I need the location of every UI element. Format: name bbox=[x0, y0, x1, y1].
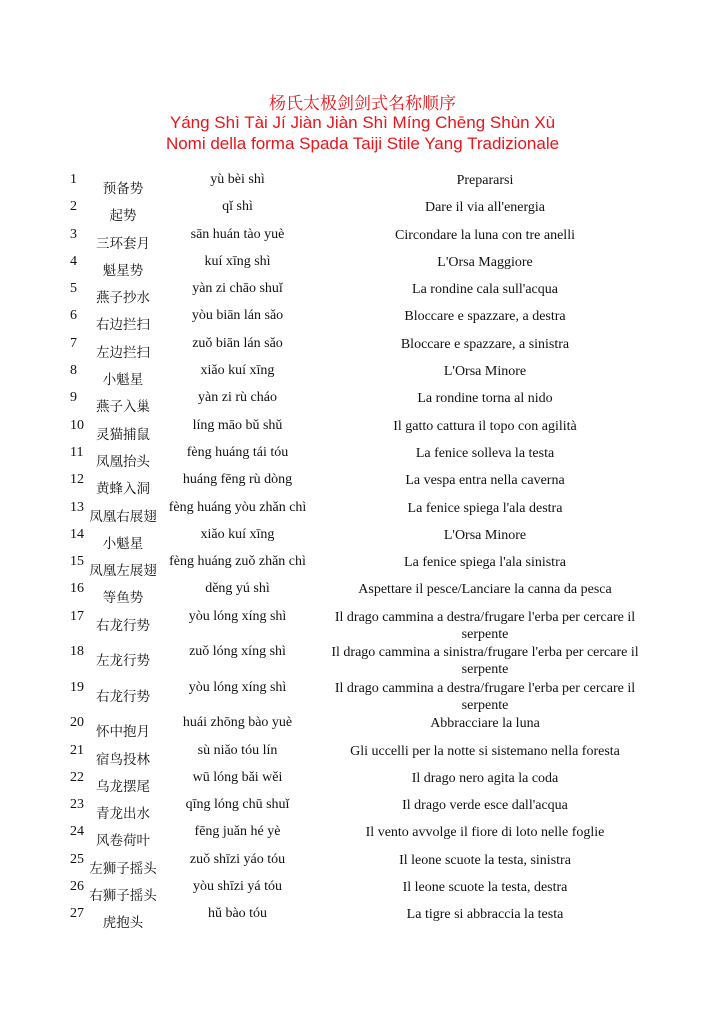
list-item bbox=[0, 822, 725, 849]
form-name-chinese: 等鱼势 bbox=[102, 590, 144, 607]
list-item bbox=[0, 170, 725, 197]
form-number: 13 bbox=[70, 499, 84, 515]
form-name-chinese: 虎抱头 bbox=[102, 915, 144, 932]
title-italian: Nomi della forma Spada Taiji Stile Yang Tradizionale bbox=[165, 134, 560, 153]
form-name-chinese: 魁星势 bbox=[102, 262, 144, 279]
list-item bbox=[0, 334, 725, 361]
form-number: 16 bbox=[70, 581, 84, 597]
form-number: 3 bbox=[70, 226, 77, 242]
form-name-pinyin: qǐ shì bbox=[222, 199, 253, 215]
form-name-chinese: 风卷荷叶 bbox=[96, 833, 150, 850]
form-number: 8 bbox=[70, 363, 77, 379]
form-name-pinyin: zuǒ biān lán sǎo bbox=[192, 335, 283, 351]
form-number: 19 bbox=[70, 679, 84, 695]
list-item bbox=[0, 678, 725, 714]
form-name-pinyin: yòu biān lán sǎo bbox=[191, 308, 284, 324]
form-number: 12 bbox=[70, 472, 84, 488]
list-item bbox=[0, 197, 725, 224]
form-name-pinyin: yù bèi shì bbox=[210, 172, 265, 187]
form-name-italian: L'Orsa Minore bbox=[443, 527, 527, 543]
form-number: 1 bbox=[70, 172, 77, 187]
form-name-chinese: 左龙行势 bbox=[96, 653, 150, 670]
list-item bbox=[0, 607, 725, 643]
form-name-italian: Bloccare e spazzare, a sinistra bbox=[400, 336, 570, 352]
form-name-chinese: 怀中抱月 bbox=[96, 724, 150, 741]
list-item bbox=[0, 642, 725, 678]
form-number: 2 bbox=[70, 199, 77, 215]
form-name-pinyin: xiǎo kuí xīng bbox=[200, 363, 275, 379]
form-number: 10 bbox=[70, 417, 84, 433]
form-name-pinyin: zuǒ shīzi yáo tóu bbox=[189, 851, 286, 867]
form-name-italian: Abbracciare la luna bbox=[430, 716, 540, 732]
form-number: 25 bbox=[70, 851, 84, 867]
form-name-pinyin: yàn zi rù cháo bbox=[198, 390, 277, 406]
form-name-italian: Il drago verde esce dall'acqua bbox=[402, 798, 568, 814]
form-name-chinese: 左狮子摇头 bbox=[89, 860, 157, 877]
form-name-italian: Circondare la luna con tre anelli bbox=[395, 227, 575, 243]
list-item bbox=[0, 388, 725, 415]
form-name-pinyin: yàn zi chāo shuǐ bbox=[192, 281, 283, 297]
form-number: 15 bbox=[70, 554, 84, 570]
title-chinese: 杨氏太极剑剑式名称顺序 bbox=[269, 94, 456, 113]
form-name-chinese: 燕子入巢 bbox=[96, 399, 150, 416]
form-name-italian: La fenice spiega l'ala sinistra bbox=[404, 555, 566, 571]
list-item bbox=[0, 225, 725, 252]
form-name-chinese: 青龙出水 bbox=[96, 806, 150, 823]
form-number: 11 bbox=[70, 444, 84, 460]
list-item bbox=[0, 279, 725, 306]
form-name-italian: La fenice solleva la testa bbox=[415, 445, 555, 461]
form-name-italian: Dare il via all'energia bbox=[424, 200, 546, 216]
form-name-pinyin: qīng lóng chū shuǐ bbox=[185, 797, 290, 813]
form-name-chinese: 黄蜂入洞 bbox=[96, 481, 150, 498]
list-item bbox=[0, 252, 725, 279]
form-name-chinese: 预备势 bbox=[102, 181, 144, 197]
form-name-pinyin: yòu shīzi yá tóu bbox=[192, 879, 283, 895]
form-name-chinese: 凤凰右展翅 bbox=[89, 508, 157, 525]
list-item bbox=[0, 904, 725, 931]
form-name-italian: Il drago cammina a destra/frugare l'erba per cercare il serpente bbox=[334, 609, 636, 642]
form-name-italian: Il leone scuote la testa, destra bbox=[402, 880, 568, 896]
form-name-italian: L'Orsa Maggiore bbox=[437, 254, 533, 270]
form-name-pinyin: fèng huáng zuǒ zhǎn chì bbox=[169, 554, 306, 570]
form-name-italian: La vespa entra nella caverna bbox=[405, 473, 565, 489]
form-number: 20 bbox=[70, 715, 84, 731]
form-name-pinyin: děng yú shì bbox=[205, 581, 270, 597]
form-name-pinyin: xiǎo kuí xīng bbox=[200, 526, 275, 542]
form-name-chinese: 左边拦扫 bbox=[96, 344, 150, 361]
form-name-pinyin: kuí xīng shì bbox=[204, 253, 271, 269]
list-item bbox=[0, 713, 725, 740]
form-name-italian: La fenice spiega l'ala destra bbox=[407, 500, 563, 516]
form-name-chinese: 燕子抄水 bbox=[96, 290, 150, 307]
form-name-pinyin: huáng fēng rù dòng bbox=[182, 472, 293, 488]
list-item bbox=[0, 850, 725, 877]
list-item bbox=[0, 443, 725, 470]
form-name-pinyin: huái zhōng bào yuè bbox=[182, 715, 293, 731]
form-name-pinyin: hǔ bào tóu bbox=[207, 906, 268, 922]
list-item bbox=[0, 741, 725, 768]
form-name-chinese: 右龙行势 bbox=[96, 688, 150, 705]
form-name-italian: La rondine cala sull'acqua bbox=[412, 282, 558, 298]
form-number: 21 bbox=[70, 742, 84, 758]
form-name-italian: Aspettare il pesce/Lanciare la canna da pesca bbox=[358, 582, 612, 598]
list-item bbox=[0, 498, 725, 525]
form-name-italian: Il drago cammina a destra/frugare l'erba per cercare il serpente bbox=[334, 680, 636, 713]
list-item bbox=[0, 552, 725, 579]
form-number: 17 bbox=[70, 608, 84, 624]
form-number: 7 bbox=[70, 335, 77, 351]
form-name-chinese: 右龙行势 bbox=[96, 617, 150, 634]
list-item bbox=[0, 470, 725, 497]
form-name-chinese: 灵猫捕鼠 bbox=[96, 426, 150, 443]
form-name-pinyin: fēng juǎn hé yè bbox=[194, 824, 281, 840]
form-number: 6 bbox=[70, 308, 77, 324]
list-item bbox=[0, 361, 725, 388]
form-name-chinese: 小魁星 bbox=[102, 535, 144, 552]
form-name-italian: Gli uccelli per la notte si sistemano nella foresta bbox=[350, 743, 620, 759]
form-name-chinese: 乌龙摆尾 bbox=[96, 778, 150, 795]
form-name-chinese: 小魁星 bbox=[102, 372, 144, 389]
form-name-pinyin: wū lóng bǎi wěi bbox=[192, 769, 283, 785]
form-name-pinyin: sù niǎo tóu lín bbox=[197, 742, 278, 758]
form-name-italian: Il drago nero agita la coda bbox=[411, 770, 559, 786]
form-name-chinese: 宿鸟投林 bbox=[96, 751, 150, 768]
list-item bbox=[0, 768, 725, 795]
form-name-pinyin: sān huán tào yuè bbox=[190, 226, 285, 242]
form-number: 5 bbox=[70, 281, 77, 297]
form-number: 24 bbox=[70, 824, 84, 840]
list-item bbox=[0, 877, 725, 904]
list-item bbox=[0, 795, 725, 822]
form-name-pinyin: fèng huáng tái tóu bbox=[186, 444, 289, 460]
form-name-italian: Il drago cammina a sinistra/frugare l'erba per cercare il serpente bbox=[331, 645, 639, 678]
form-name-chinese: 右边拦扫 bbox=[96, 317, 150, 334]
form-name-pinyin: fèng huáng yòu zhǎn chì bbox=[168, 499, 307, 515]
list-item bbox=[0, 306, 725, 333]
form-name-pinyin: líng māo bǔ shǔ bbox=[192, 417, 283, 433]
form-name-pinyin: yòu lóng xíng shì bbox=[188, 679, 287, 695]
form-name-chinese: 凤凰左展翅 bbox=[89, 563, 157, 580]
form-name-italian: L'Orsa Minore bbox=[443, 364, 527, 380]
form-number: 4 bbox=[70, 253, 77, 269]
form-name-chinese: 凤凰抬头 bbox=[96, 453, 150, 470]
form-name-chinese: 三环套月 bbox=[96, 235, 150, 252]
form-number: 9 bbox=[70, 390, 77, 406]
form-number: 23 bbox=[70, 797, 84, 813]
form-name-pinyin: zuǒ lóng xíng shì bbox=[189, 644, 286, 660]
list-item bbox=[0, 416, 725, 443]
form-name-italian: Il gatto cattura il topo con agilità bbox=[393, 418, 577, 434]
forms-list bbox=[0, 170, 725, 932]
form-number: 18 bbox=[70, 644, 84, 660]
form-name-italian: Bloccare e spazzare, a destra bbox=[404, 309, 566, 325]
form-number: 26 bbox=[70, 879, 84, 895]
list-item bbox=[0, 579, 725, 606]
form-number: 14 bbox=[70, 526, 84, 542]
form-name-italian: Prepararsi bbox=[456, 173, 514, 188]
list-item bbox=[0, 525, 725, 552]
form-name-chinese: 起势 bbox=[109, 208, 137, 225]
title-pinyin: Yáng Shì Tài Jí Jiàn Jiàn Shì Míng Chēng Shùn Xù bbox=[169, 113, 556, 132]
form-name-italian: Il leone scuote la testa, sinistra bbox=[399, 852, 571, 868]
form-name-pinyin: yòu lóng xíng shì bbox=[188, 608, 287, 624]
form-number: 22 bbox=[70, 769, 84, 785]
form-name-chinese: 右狮子摇头 bbox=[89, 888, 157, 905]
form-name-italian: La rondine torna al nido bbox=[417, 391, 553, 407]
form-name-italian: Il vento avvolge il fiore di loto nelle foglie bbox=[365, 825, 605, 841]
form-number: 27 bbox=[70, 906, 84, 922]
form-name-italian: La tigre si abbraccia la testa bbox=[406, 907, 564, 923]
